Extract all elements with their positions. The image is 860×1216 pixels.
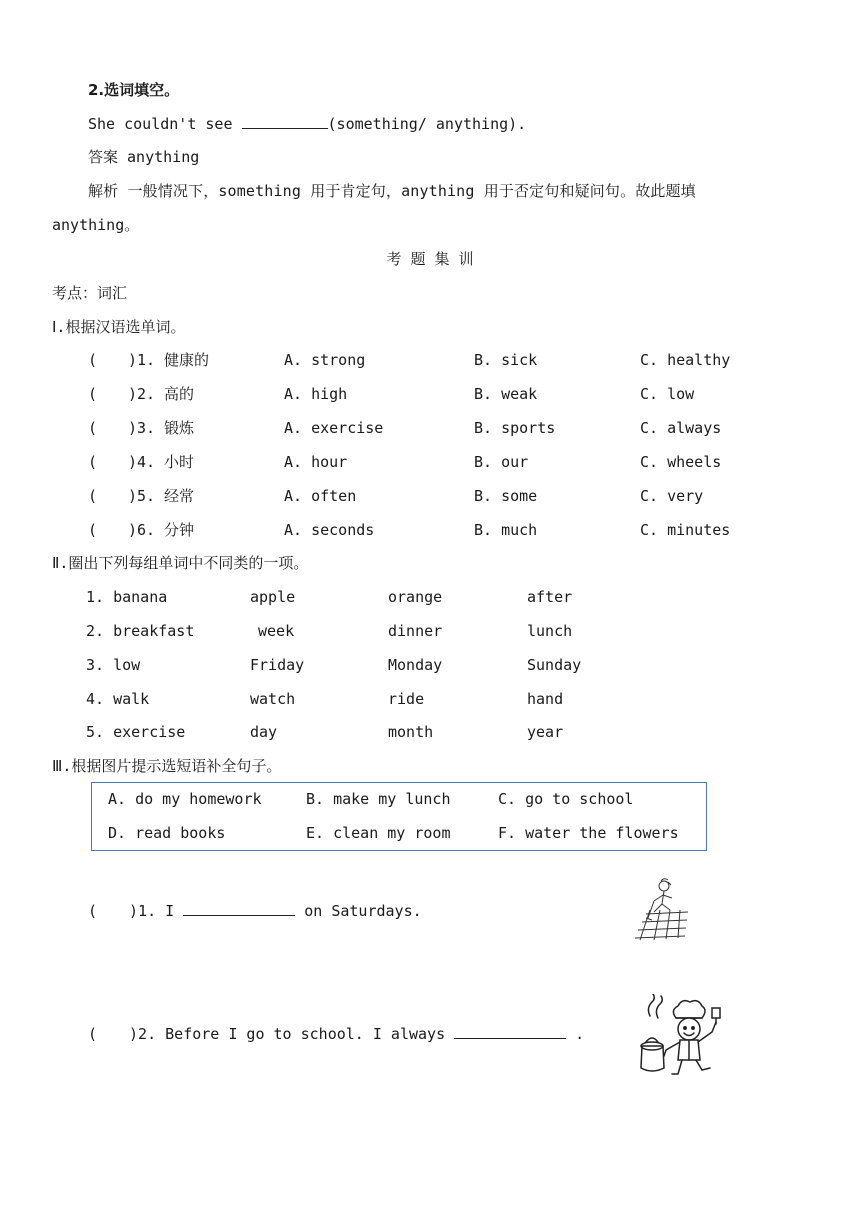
section-title: 考 题 集 训 [386, 250, 474, 268]
word-choice[interactable]: 2. breakfast [86, 622, 195, 640]
question-text-after: on Saturdays. [304, 902, 422, 920]
option-c: C. always [640, 419, 722, 437]
item-chinese: 小时 [164, 453, 195, 471]
item-number: )3. [128, 419, 156, 437]
question-text-after: (something/ anything). [327, 115, 527, 133]
answer-blank[interactable] [242, 114, 328, 129]
question-text: )1. I [129, 902, 175, 920]
answer-blank[interactable] [454, 1024, 566, 1039]
option-a: A. often [284, 487, 357, 505]
item-number: )4. [128, 453, 156, 471]
option-a: A. exercise [284, 419, 384, 437]
option-b: B. weak [474, 385, 538, 403]
answer-paren[interactable]: ( [88, 902, 98, 920]
word-choice[interactable]: hand [527, 690, 564, 708]
item-chinese: 高的 [164, 385, 195, 403]
answer-paren[interactable]: ( [88, 521, 98, 539]
word-choice[interactable]: lunch [527, 622, 573, 640]
item-number: )1. [128, 351, 156, 369]
example-answer: 答案 anything [88, 148, 200, 166]
example-analysis: 解析 一般情况下，something 用于肯定句，anything 用于否定句和疑问句。故此题填 [88, 182, 696, 200]
item-chinese: 锻炼 [164, 419, 195, 437]
phrase-option: E. clean my room [306, 824, 451, 842]
answer-blank[interactable] [183, 901, 295, 916]
option-a: A. seconds [284, 521, 375, 539]
item-chinese: 分钟 [164, 521, 195, 539]
word-choice[interactable]: Sunday [527, 656, 582, 674]
option-b: B. some [474, 487, 538, 505]
word-choice[interactable]: month [388, 723, 434, 741]
word-choice[interactable]: Monday [388, 656, 443, 674]
item-number: )5. [128, 487, 156, 505]
part3-question-1 [88, 901, 422, 921]
phrase-option: B. make my lunch [306, 790, 451, 808]
part3-title: Ⅲ.根据图片提示选短语补全句子。 [52, 757, 282, 775]
item-chinese: 经常 [164, 487, 195, 505]
phrase-option: A. do my homework [108, 790, 262, 808]
word-choice[interactable]: after [527, 588, 573, 606]
item-number: )2. [128, 385, 156, 403]
phrase-option: F. water the flowers [498, 824, 679, 842]
topic-label: 考点：词汇 [52, 284, 128, 302]
phrase-option: C. go to school [498, 790, 634, 808]
option-c: C. low [640, 385, 695, 403]
word-choice[interactable]: 1. banana [86, 588, 168, 606]
word-choice[interactable]: 3. low [86, 656, 141, 674]
part2-title: Ⅱ.圈出下列每组单词中不同类的一项。 [52, 554, 309, 572]
option-b: B. sick [474, 351, 538, 369]
example-analysis-continued: anything。 [52, 216, 140, 234]
answer-paren[interactable]: ( [88, 453, 98, 471]
item-chinese: 健康的 [164, 351, 210, 369]
option-a: A. hour [284, 453, 348, 471]
word-choice[interactable]: day [250, 723, 278, 741]
question-text-before: She couldn't see [88, 115, 233, 133]
word-choice[interactable]: 4. walk [86, 690, 150, 708]
word-choice[interactable]: apple [250, 588, 296, 606]
answer-paren[interactable]: ( [88, 419, 98, 437]
word-choice[interactable]: watch [250, 690, 296, 708]
word-choice[interactable]: orange [388, 588, 443, 606]
answer-paren[interactable]: ( [88, 1025, 98, 1043]
item-number: )6. [128, 521, 156, 539]
example-heading: 2.选词填空。 [88, 81, 180, 99]
example-question [88, 114, 526, 134]
word-choice[interactable]: 5. exercise [86, 723, 186, 741]
word-choice[interactable]: Friday [250, 656, 305, 674]
answer-paren[interactable]: ( [88, 385, 98, 403]
option-b: B. sports [474, 419, 556, 437]
question-text: )2. Before I go to school. I always [129, 1025, 446, 1043]
option-b: B. our [474, 453, 529, 471]
chef-cooking-icon [636, 994, 730, 1078]
option-c: C. very [640, 487, 704, 505]
option-c: C. wheels [640, 453, 722, 471]
word-choice[interactable]: ride [388, 690, 425, 708]
word-choice[interactable]: week [258, 622, 295, 640]
option-c: C. healthy [640, 351, 731, 369]
phrase-option: D. read books [108, 824, 226, 842]
option-b: B. much [474, 521, 538, 539]
girl-cleaning-floor-icon [632, 876, 690, 942]
answer-paren[interactable]: ( [88, 487, 98, 505]
part1-title: Ⅰ.根据汉语选单词。 [52, 318, 186, 336]
option-c: C. minutes [640, 521, 731, 539]
word-choice[interactable]: year [527, 723, 564, 741]
word-choice[interactable]: dinner [388, 622, 443, 640]
option-a: A. high [284, 385, 348, 403]
question-text-after: . [575, 1025, 585, 1043]
option-a: A. strong [284, 351, 366, 369]
answer-paren[interactable]: ( [88, 351, 98, 369]
part3-question-2 [88, 1024, 584, 1044]
